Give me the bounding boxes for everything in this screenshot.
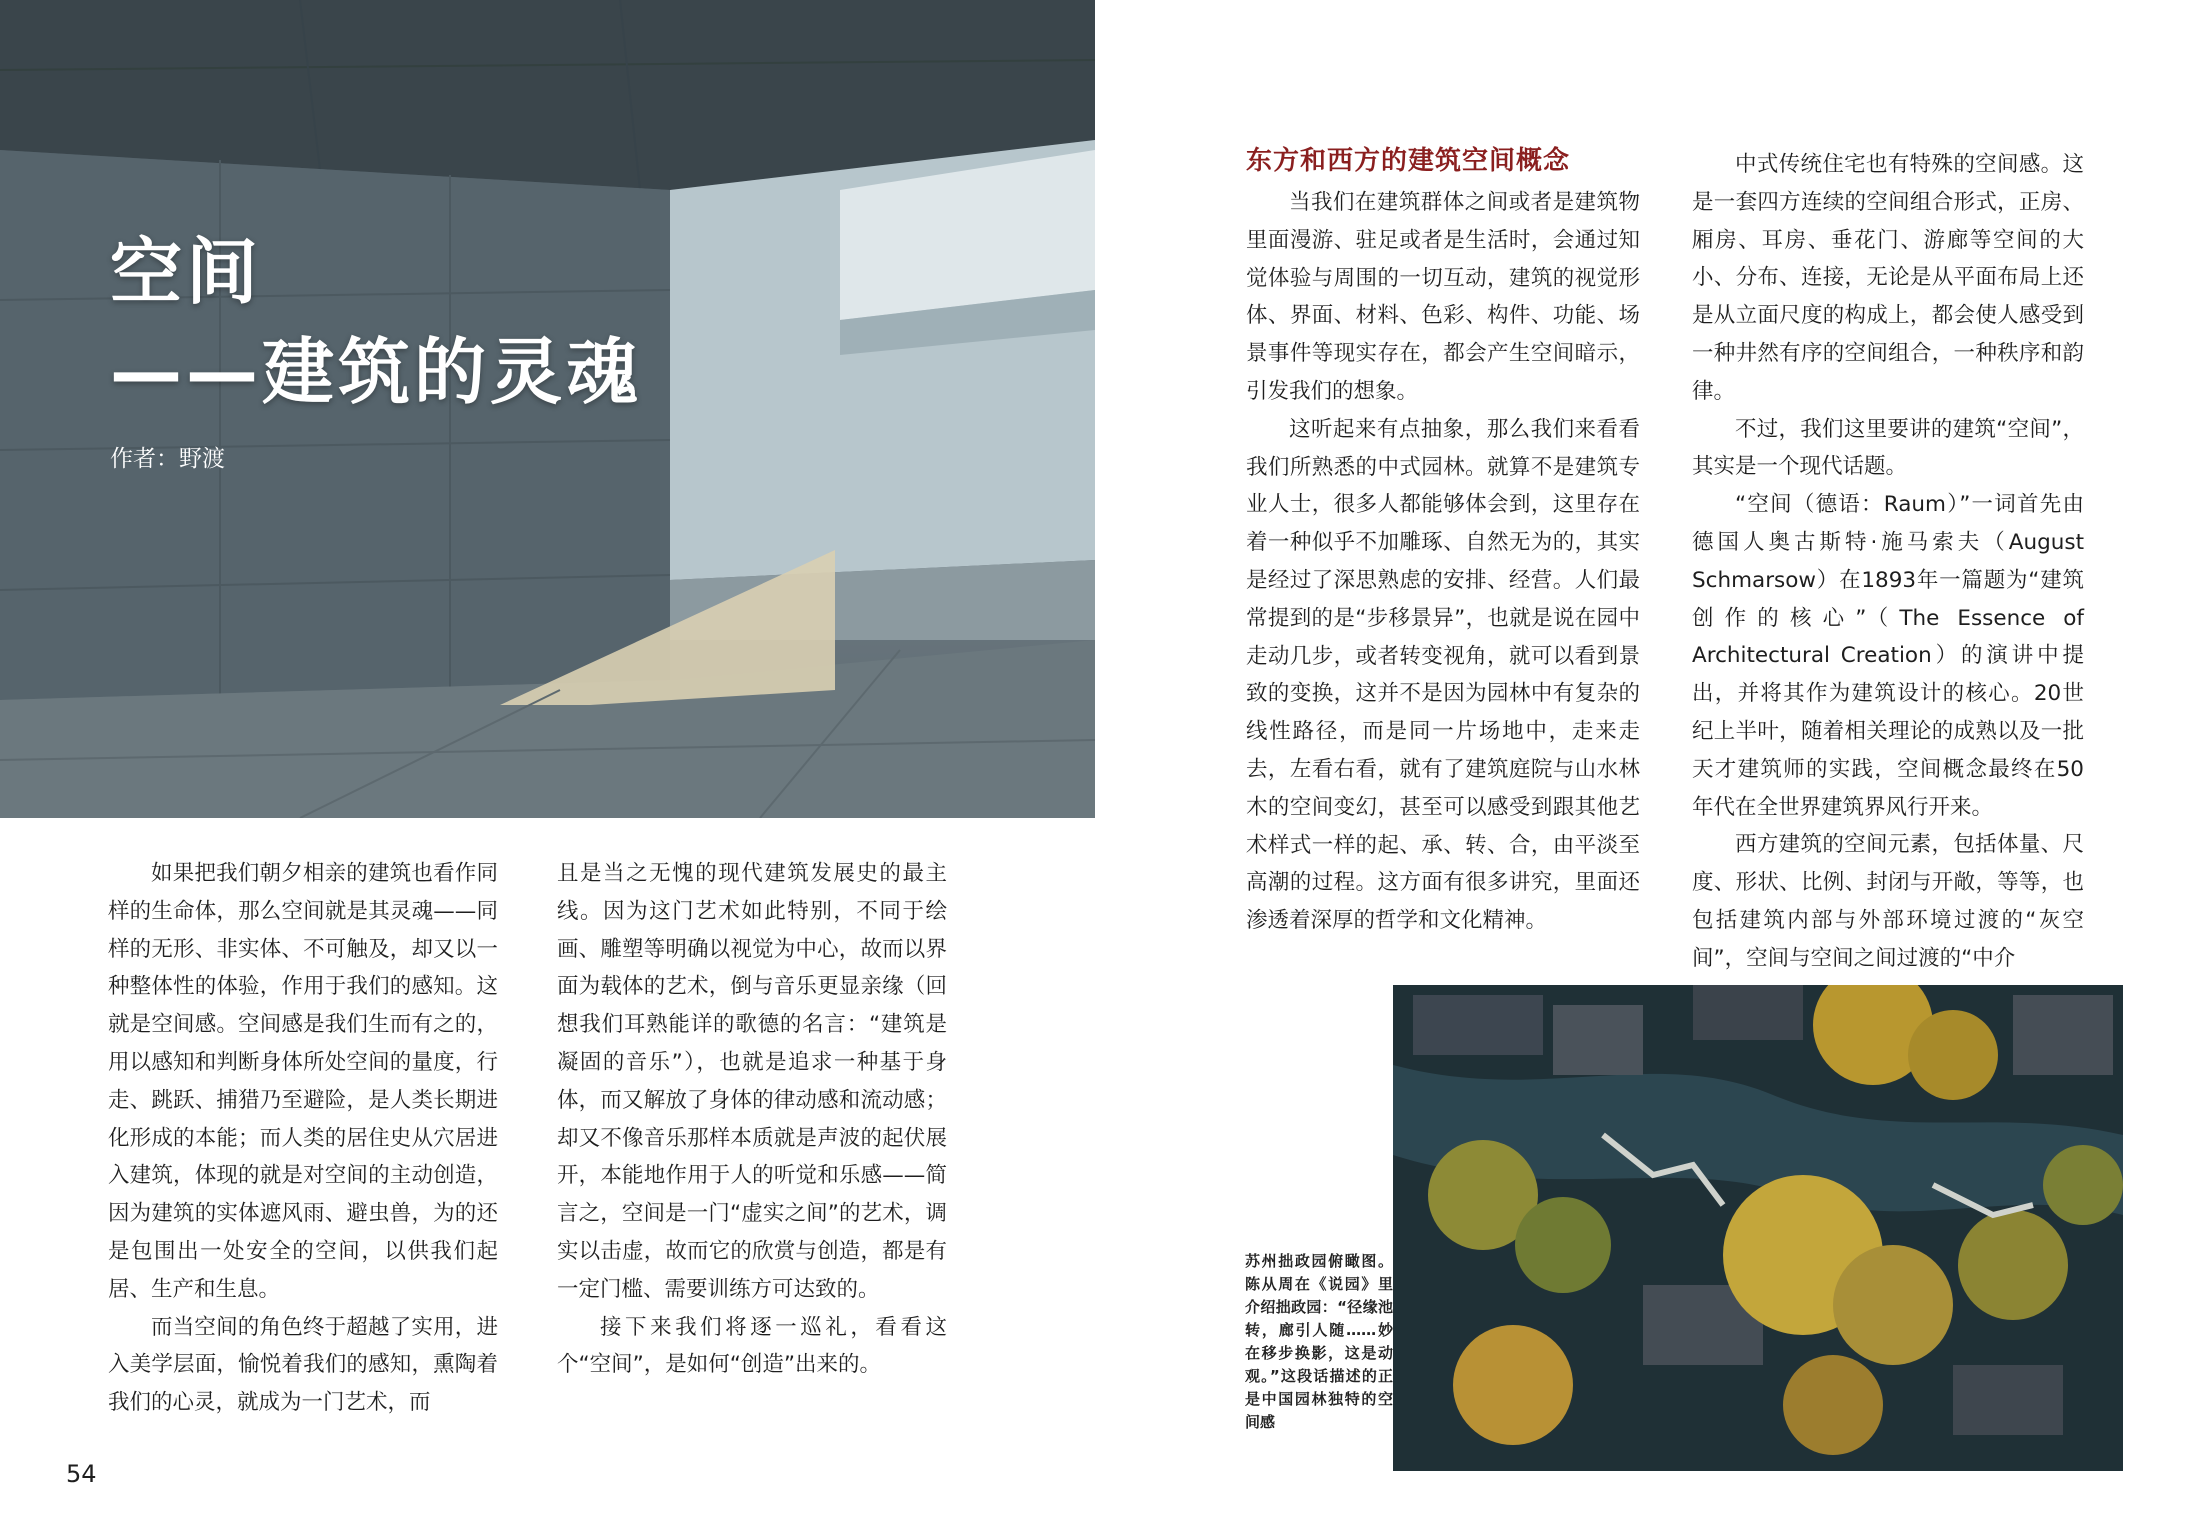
left-column-1 [108, 855, 498, 1422]
paragraph: 如果把我们朝夕相亲的建筑也看作同样的生命体，那么空间就是其灵魂——同样的无形、非实体、不可触及，却又以一种整体性的体验，作用于我们的感知。这就是空间感。空间感是我们生而有之的，用以感知和判断身体所处空间的量度，行走、跳跃、捕猎乃至避险，是人类长期进化形成的本能；而人类的居住史从穴居进入建筑，体现的就是对空间的主动创造，因为建筑的实体遮风雨、避虫兽，为的还是包围出一处安全的空间，以供我们起居、生产和生息。 [108, 861, 498, 1302]
hero-image [0, 0, 1095, 818]
article-title: 空间 ——建筑的灵魂 [110, 230, 643, 414]
right-column-2 [1692, 146, 2084, 978]
section-heading: 东方和西方的建筑空间概念 [1246, 146, 1571, 176]
photo-caption: 苏州拙政园俯瞰图。陈从周在《说园》里介绍拙政园：“径缘池转，廊引人随……妙在移步换影，这是动观。”这段话描述的正是中国园林独特的空间感 [1245, 1252, 1393, 1431]
garden-illustration [1393, 985, 2123, 1471]
paragraph: 当我们在建筑群体之间或者是建筑物里面漫游、驻足或者是生活时，会通过知觉体验与周围的一切互动，建筑的视觉形体、界面、材料、色彩、构件、功能、场景事件等现实存在，都会产生空间暗示，引发我们的想象。 [1246, 190, 1640, 404]
paragraph: 中式传统住宅也有特殊的空间感。这是一套四方连续的空间组合形式，正房、厢房、耳房、垂花门、游廊等空间的大小、分布、连接，无论是从平面布局上还是从立面尺度的构成上，都会使人感受到一种井然有序的空间组合，一种秩序和韵律。 [1692, 152, 2084, 404]
paragraph: “空间（德语：Raum）”一词首先由德国人奥古斯特·施马索夫（August Schmarsow）在1893年一篇题为“建筑创作的核心”（The Essence of Architectural Creation）的演讲中提出，并将其作为建筑设计的核心。20世纪上半叶，随着相关理论的成熟以及一批天才建筑师的实践，空间概念最终在50年代在全世界建筑界风行开来。 [1692, 492, 2084, 820]
paragraph: 这听起来有点抽象，那么我们来看看我们所熟悉的中式园林。就算不是建筑专业人士，很多人都能够体会到，这里存在着一种似乎不加雕琢、自然无为的，其实是经过了深思熟虑的安排、经营。人们最常提到的是“步移景异”，也就是说在园中走动几步，或者转变视角，就可以看到景致的变换，这并不是因为园林中有复杂的线性路径，而是同一片场地中，走来走去，左看右看，就有了建筑庭院与山水林木的空间变幻，甚至可以感受到跟其他艺术样式一样的起、承、转、合，由平淡至高潮的过程。这方面有很多讲究，里面还渗透着深厚的哲学和文化精神。 [1246, 416, 1640, 934]
left-column-2 [557, 855, 947, 1384]
paragraph: 西方建筑的空间元素，包括体量、尺度、形状、比例、封闭与开敞，等等，也包括建筑内部与外部环境过渡的“灰空间”，空间与空间之间过渡的“中介 [1692, 832, 2084, 971]
paragraph: 而当空间的角色终于超越了实用，进入美学层面，愉悦着我们的感知，熏陶着我们的心灵，就成为一门艺术，而 [108, 1314, 498, 1416]
paragraph: 接下来我们将逐一巡礼，看看这个“空间”，是如何“创造”出来的。 [557, 1314, 947, 1378]
paragraph: 且是当之无愧的现代建筑发展史的最主线。因为这门艺术如此特别，不同于绘画、雕塑等明确以视觉为中心，故而以界面为载体的艺术，倒与音乐更显亲缘（回想我们耳熟能详的歌德的名言：“建筑是凝固的音乐”），也就是追求一种基于身体，而又解放了身体的律动感和流动感；却又不像音乐那样本质就是声波的起伏展开，本能地作用于人的听觉和乐感——简言之，空间是一门“虚实之间”的艺术，调实以击虚，故而它的欣赏与创造，都是有一定门槛、需要训练方可达致的。 [557, 861, 947, 1302]
paragraph: 不过，我们这里要讲的建筑“空间”，其实是一个现代话题。 [1692, 416, 2084, 480]
garden-aerial-photo [1393, 985, 2123, 1471]
page-number: 54 [66, 1460, 97, 1488]
right-column-1 [1246, 184, 1640, 940]
author-line: 作者：野渡 [110, 446, 225, 472]
